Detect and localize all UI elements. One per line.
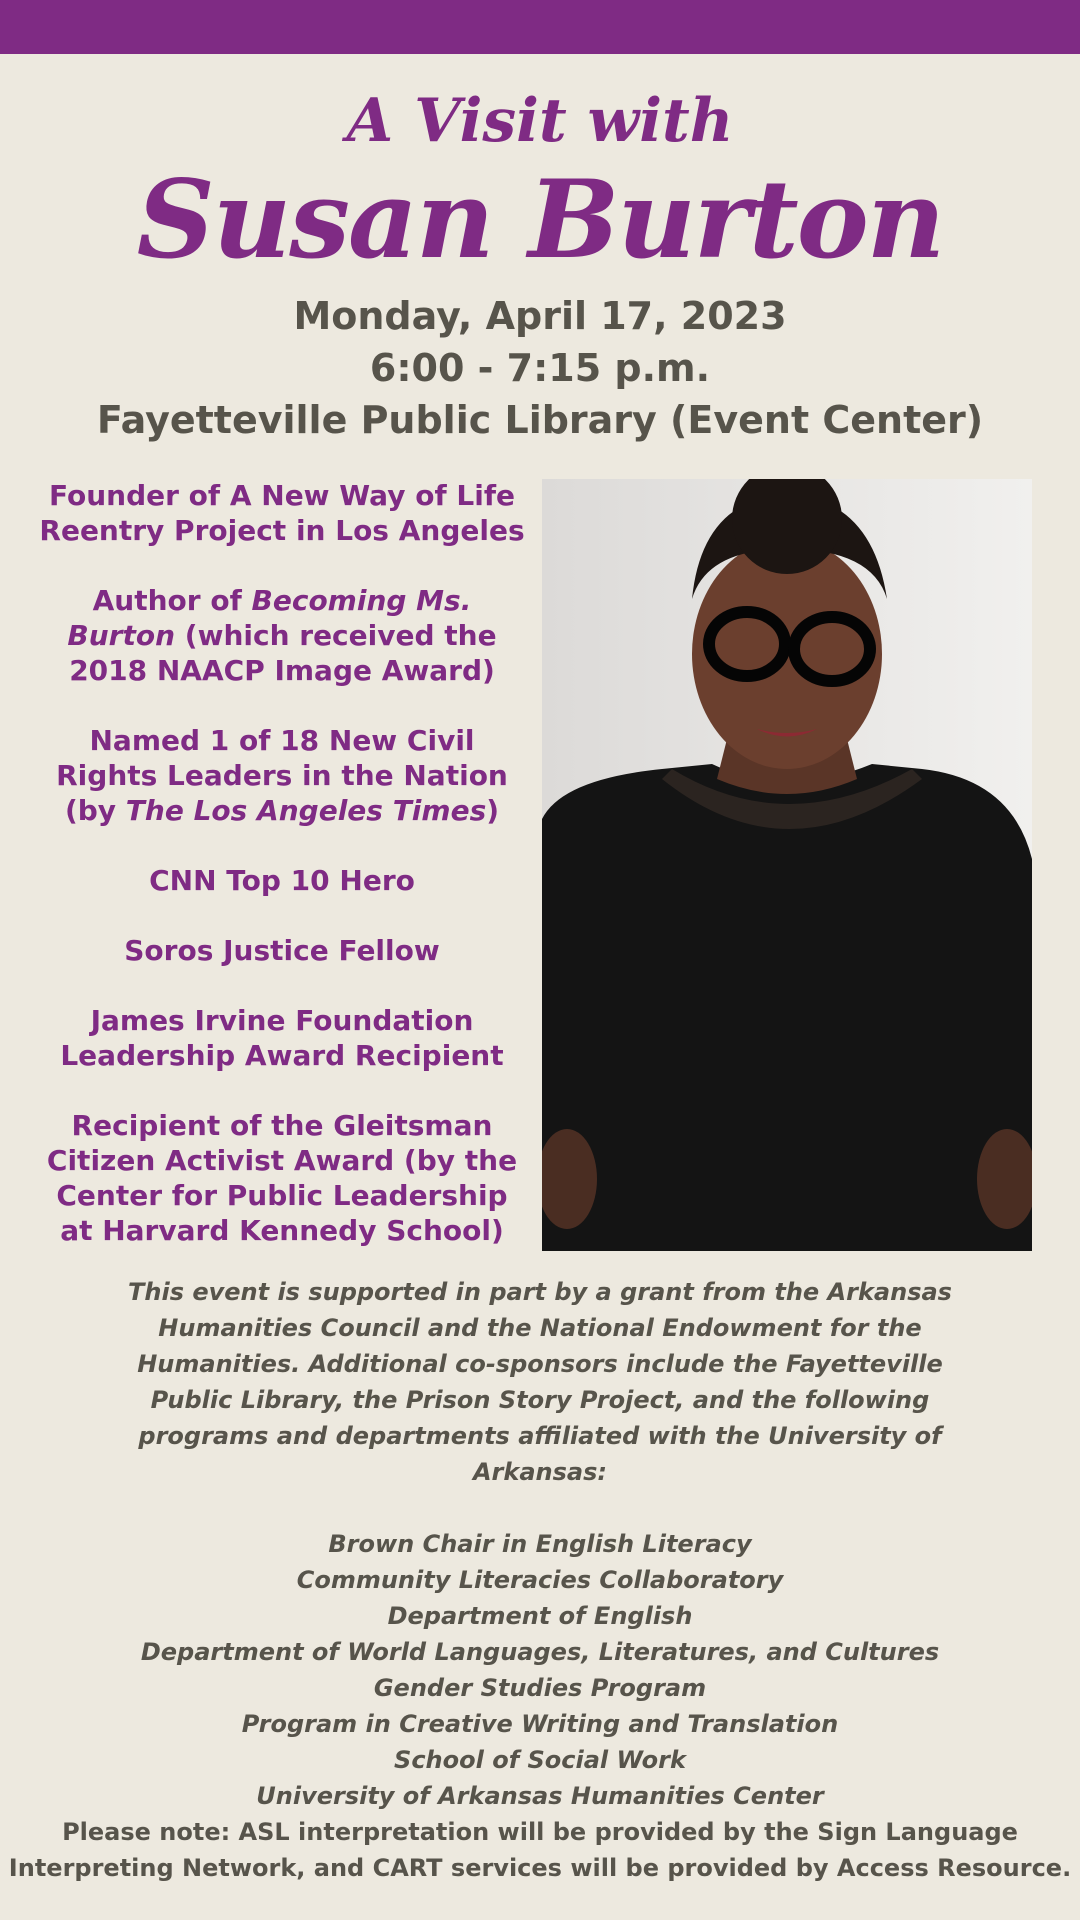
bio-founder: Founder of A New Way of Life Reentry Project in Los Angeles — [39, 479, 525, 547]
bio-author: Author of Becoming Ms. Burton (which received the 2018 NAACP Image Award) — [67, 584, 497, 687]
sponsor-program: Department of English — [387, 1602, 693, 1630]
sponsor-intro: This event is supported in part by a grant from the Arkansas Humanities Council and the National Endowment for the Humanities. Additional co-sponsors include the Fayetteville Public Library, the Prison Story Project, and the following programs and departments affiliated with the University of Arkansas: — [128, 1278, 952, 1486]
accessibility-note-line-1: Please note: ASL interpretation will be provided by the Sign Language — [62, 1818, 1018, 1846]
bio-irvine: James Irvine Foundation Leadership Award Recipient — [60, 1004, 504, 1072]
speaker-photo — [542, 479, 1032, 1251]
event-date: Monday, April 17, 2023 — [293, 294, 787, 338]
publication-title: The Los Angeles Times — [125, 794, 487, 827]
event-time: 6:00 - 7:15 p.m. — [369, 346, 711, 390]
sponsor-program: University of Arkansas Humanities Center — [256, 1782, 824, 1810]
event-kicker: A Visit with — [346, 86, 734, 156]
accessibility-note-line-2: Interpreting Network, and CART services will be provided by Access Resource. — [8, 1854, 1072, 1882]
sponsor-program: Program in Creative Writing and Translation — [241, 1710, 839, 1738]
sponsor-program: Gender Studies Program — [373, 1674, 707, 1702]
bio-cnn: CNN Top 10 Hero — [149, 864, 415, 897]
sponsor-program: Brown Chair in English Literacy — [328, 1530, 752, 1558]
bio-gleitsman: Recipient of the Gleitsman Citizen Activist Award (by the Center for Public Leadership at Harvard Kennedy School) — [46, 1109, 518, 1247]
sponsor-program: Department of World Languages, Literatures, and Cultures — [140, 1638, 940, 1666]
speaker-name: Susan Burton — [136, 157, 944, 283]
sponsor-program: School of Social Work — [394, 1746, 686, 1774]
bio-named: Named 1 of 18 New Civil Rights Leaders in the Nation (by The Los Angeles Times) — [56, 724, 508, 827]
event-header — [0, 80, 1080, 446]
speaker-bio — [36, 478, 528, 1248]
sponsor-program: Community Literacies Collaboratory — [296, 1566, 784, 1594]
bio-soros: Soros Justice Fellow — [124, 934, 440, 967]
top-accent-bar — [0, 0, 1080, 54]
event-venue: Fayetteville Public Library (Event Center) — [96, 398, 984, 442]
portrait-illustration — [542, 479, 1032, 1251]
book-title: Becoming Ms. Burton — [67, 584, 472, 652]
sponsor-section — [0, 1274, 1080, 1814]
accessibility-note — [0, 1814, 1080, 1886]
sponsor-program-list — [0, 1526, 1080, 1814]
